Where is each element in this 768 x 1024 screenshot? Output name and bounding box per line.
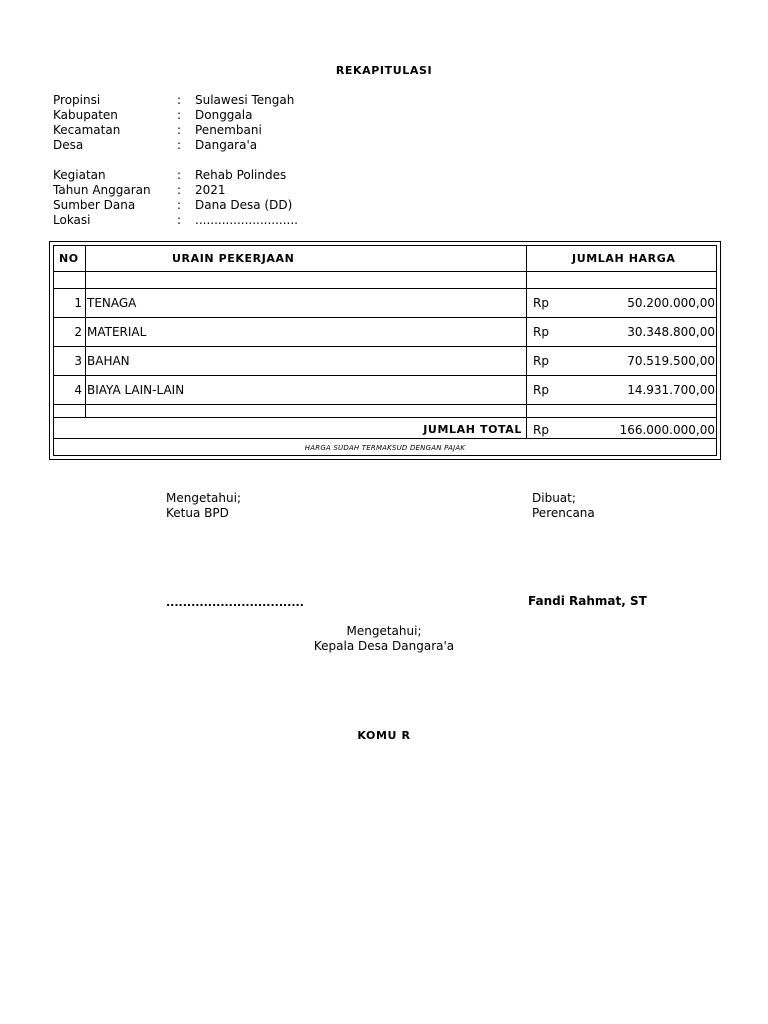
header-uraian: URAIN PEKERJAAN — [172, 252, 295, 265]
sig-center-name: KOMU R — [357, 729, 411, 742]
row-currency: Rp — [533, 383, 549, 397]
info-label: Kegiatan — [53, 168, 106, 182]
header-jumlah-harga: JUMLAH HARGA — [572, 252, 676, 265]
info-label: Kabupaten — [53, 108, 118, 122]
tax-note: HARGA SUDAH TERMAKSUD DENGAN PAJAK — [304, 444, 466, 452]
row-amount: 14.931.700,00 — [627, 383, 715, 397]
row-number: 4 — [74, 383, 82, 397]
document-title: REKAPITULASI — [335, 64, 433, 77]
info-colon: : — [177, 213, 182, 227]
row-number: 1 — [74, 296, 82, 310]
table-divider — [54, 438, 716, 439]
info-value: Rehab Polindes — [195, 168, 287, 182]
info-label: Tahun Anggaran — [53, 183, 151, 197]
table-divider — [54, 417, 716, 418]
info-value: Dana Desa (DD) — [195, 198, 293, 212]
header-no: NO — [59, 252, 79, 265]
table-divider — [54, 271, 716, 272]
info-value: ........................... — [195, 213, 298, 227]
sig-right-line2: Perencana — [532, 506, 595, 520]
row-currency: Rp — [533, 296, 549, 310]
row-item: BIAYA LAIN-LAIN — [87, 383, 185, 397]
sig-left-name: ................................. — [166, 596, 304, 609]
total-label: JUMLAH TOTAL — [423, 423, 522, 436]
total-amount: 166.000.000,00 — [619, 423, 715, 437]
recap-table-inner — [53, 245, 717, 456]
row-number: 2 — [74, 325, 82, 339]
sig-right-line1: Dibuat; — [532, 491, 576, 505]
info-colon: : — [177, 93, 182, 107]
info-label: Propinsi — [53, 93, 101, 107]
table-col-divider — [526, 246, 527, 439]
table-divider — [54, 375, 716, 376]
info-colon: : — [177, 198, 182, 212]
info-colon: : — [177, 138, 182, 152]
row-item: BAHAN — [87, 354, 130, 368]
row-currency: Rp — [533, 354, 549, 368]
table-divider — [54, 317, 716, 318]
total-currency: Rp — [533, 423, 549, 437]
table-divider — [54, 288, 716, 289]
info-value: 2021 — [195, 183, 226, 197]
sig-left-line1: Mengetahui; — [166, 491, 241, 505]
info-label: Desa — [53, 138, 84, 152]
info-colon: : — [177, 123, 182, 137]
info-colon: : — [177, 168, 182, 182]
info-value: Donggala — [195, 108, 253, 122]
sig-left-line2: Ketua BPD — [166, 506, 229, 520]
info-value: Penembani — [195, 123, 262, 137]
row-amount: 50.200.000,00 — [627, 296, 715, 310]
recap-table — [49, 241, 721, 460]
table-divider — [54, 404, 716, 405]
row-number: 3 — [74, 354, 82, 368]
info-colon: : — [177, 183, 182, 197]
info-label: Kecamatan — [53, 123, 121, 137]
info-colon: : — [177, 108, 182, 122]
info-value: Sulawesi Tengah — [195, 93, 295, 107]
row-item: MATERIAL — [87, 325, 147, 339]
info-label: Lokasi — [53, 213, 91, 227]
sig-center-line1: Mengetahui; — [346, 624, 422, 638]
sig-right-name: Fandi Rahmat, ST — [528, 594, 647, 608]
row-amount: 30.348.800,00 — [627, 325, 715, 339]
row-amount: 70.519.500,00 — [627, 354, 715, 368]
sig-center-line2: Kepala Desa Dangara'a — [313, 639, 455, 653]
info-label: Sumber Dana — [53, 198, 136, 212]
row-item: TENAGA — [87, 296, 137, 310]
row-currency: Rp — [533, 325, 549, 339]
table-divider — [54, 346, 716, 347]
info-value: Dangara'a — [195, 138, 258, 152]
table-col-divider — [85, 246, 86, 418]
